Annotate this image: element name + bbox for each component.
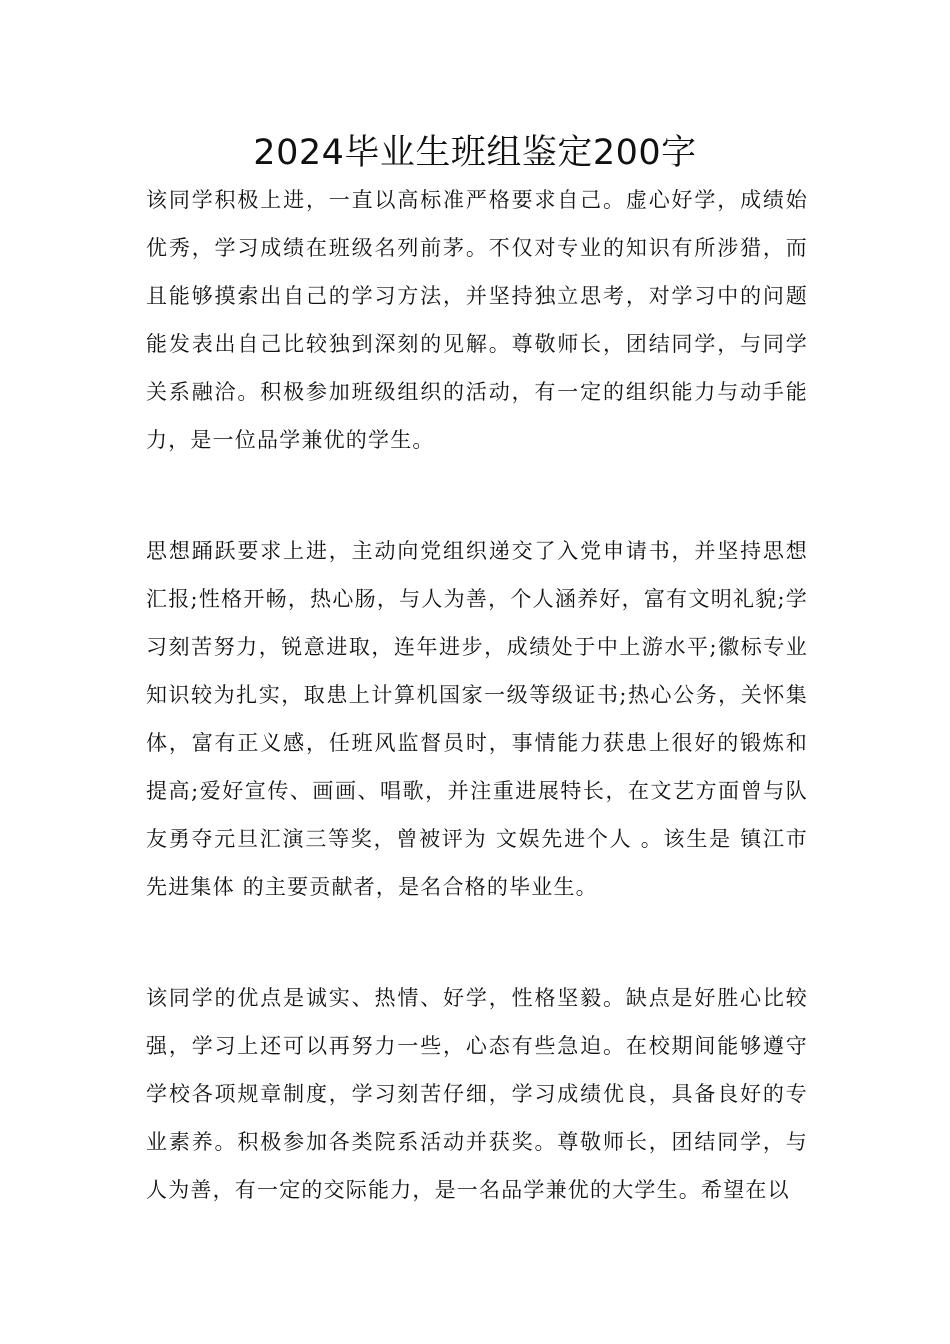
page-title: 2024毕业生班组鉴定200字	[253, 133, 697, 173]
paragraph-2: 思想踊跃要求上进，主动向党组织递交了入党申请书，并坚持思想汇报;性格开畅，热心肠，与人为善，个人涵养好，富有文明礼貌;学习刻苦努力，锐意进取，连年进步，成绩处于中上游水平;徽标专业知识较为扎实，取患上计算机国家一级等级证书;热心公务，关怀集体，富有正义感，任班风监督员时，事情能力获患上很好的锻炼和提高;爱好宣传、画画、唱歌，并注重进展特长，在文艺方面曾与队友勇夺元旦汇演三等奖，曾被评为 文娱先进个人 。该生是 镇江市先进集体 的主要贡献者，是名合格的毕业生。	[146, 539, 808, 899]
paragraph-1: 该同学积极上进，一直以高标准严格要求自己。虚心好学，成绩始优秀，学习成绩在班级名列前茅。不仅对专业的知识有所涉猎，而且能够摸索出自己的学习方法，并坚持独立思考，对学习中的问题能发表出自己比较独到深刻的见解。尊敬师长，团结同学，与同学关系融洽。积极参加班级组织的活动，有一定的组织能力与动手能力，是一位品学兼优的学生。	[146, 188, 808, 452]
paragraph-3: 该同学的优点是诚实、热情、好学，性格坚毅。缺点是好胜心比较强，学习上还可以再努力一些，心态有些急迫。在校期间能够遵守学校各项规章制度，学习刻苦仔细，学习成绩优良，具备良好的专业素养。积极参加各类院系活动并获奖。尊敬师长，团结同学，与人为善，有一定的交际能力，是一名品学兼优的大学生。希望在以	[146, 986, 808, 1202]
